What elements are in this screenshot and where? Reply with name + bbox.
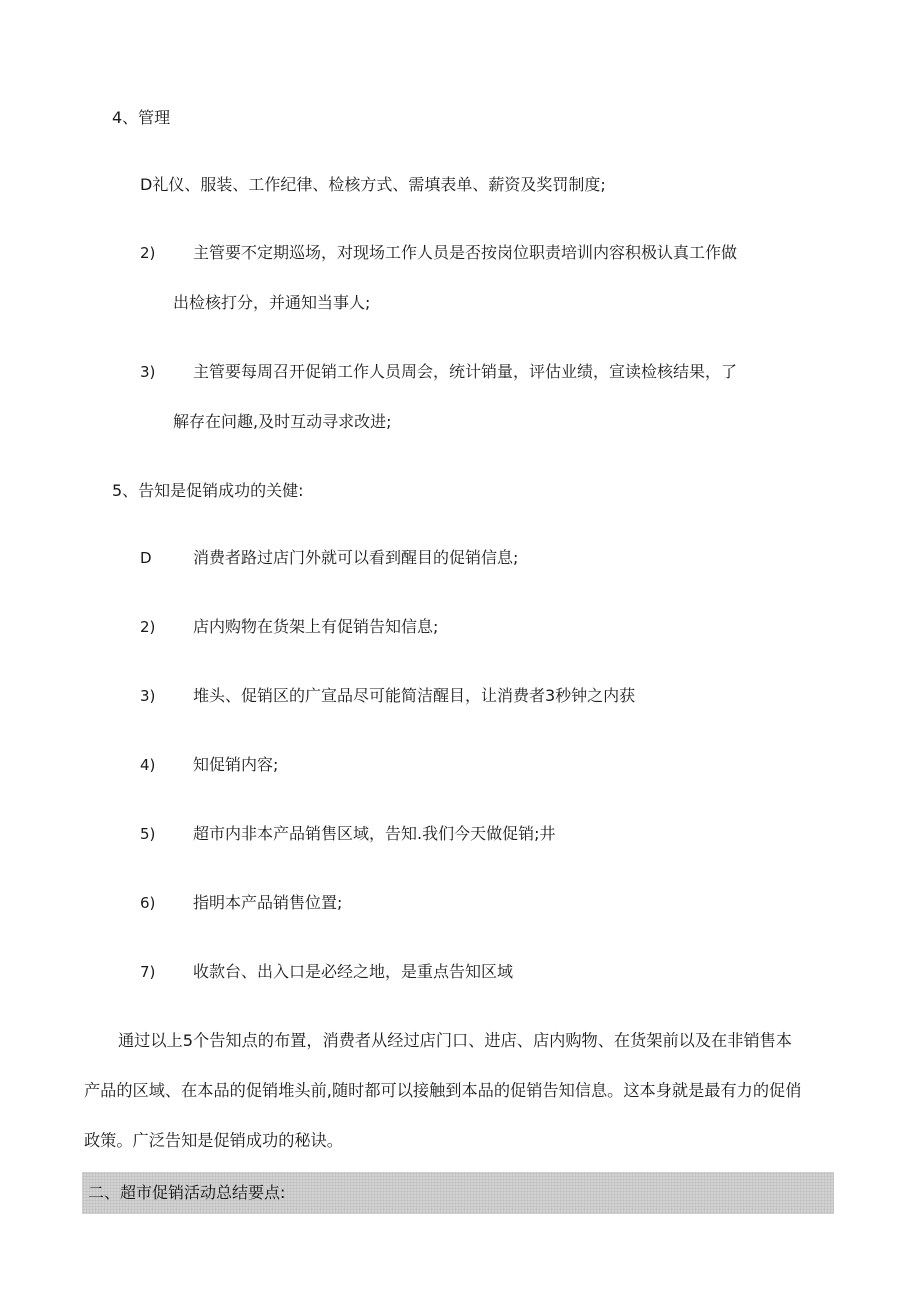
manage-item-3-number: 3)	[140, 363, 156, 381]
paragraph-line-2: 产品的区域、在本品的促销堆头前,随时都可以接触到本品的促销告知信息。这本身就是最有力的促俏	[84, 1081, 802, 1100]
manage-item-2-line-1: 主管要不定期巡场，对现场工作人员是否按岗位职责培训内容积极认真工作做	[193, 243, 738, 262]
notify-item-text: 消费者路过店门外就可以看到醒目的促销信息;	[193, 548, 519, 567]
manage-item-3-line-2: 解存在问趣,及时互动寻求改进;	[173, 412, 392, 431]
manage-item-1: D礼仪、服装、工作纪律、检核方式、需填表单、薪资及奖罚制度;	[140, 175, 606, 194]
notify-item-number: 3)	[140, 687, 156, 705]
notify-item-text: 堆头、促销区的广宣品尽可能简洁醒目，让消费者3秒钟之内获	[193, 686, 636, 705]
summary-heading: 二、超市促销活动总结要点:	[88, 1183, 286, 1202]
notify-item-number: 5)	[140, 825, 156, 843]
notify-item-number: 2)	[140, 618, 156, 636]
notify-item-number: 7)	[140, 963, 156, 981]
notify-item-text: 知促销内容;	[193, 755, 279, 774]
notify-item-text: 超市内非本产品销售区域，告知.我们今天做促销;井	[193, 824, 556, 843]
notify-item-text: 指明本产品销售位置;	[193, 893, 343, 912]
paragraph-line-3: 政策。广泛告知是促销成功的秘诀。	[84, 1131, 343, 1150]
manage-item-3-line-1: 主管要每周召开促销工作人员周会，统计销量，评估业绩，宣读检核结果，了	[193, 362, 738, 381]
heading-manage: 4、管理	[112, 108, 171, 127]
heading-notify: 5、告知是促销成功的关健:	[112, 481, 304, 500]
manage-item-2-number: 2)	[140, 244, 156, 262]
paragraph-line-1: 通过以上5个告知点的布置，消费者从经过店门口、进店、店内购物、在货架前以及在非销售本	[118, 1031, 792, 1050]
summary-heading-band	[82, 1172, 834, 1214]
notify-item-number: 6)	[140, 894, 156, 912]
notify-item-text: 店内购物在货架上有促销告知信息;	[193, 617, 439, 636]
manage-item-2-line-2: 出检核打分，并通知当事人;	[173, 293, 371, 312]
notify-item-text: 收款台、出入口是必经之地，是重点告知区域	[193, 962, 514, 981]
notify-item-number: 4)	[140, 756, 156, 774]
notify-item-number: D	[140, 549, 152, 567]
